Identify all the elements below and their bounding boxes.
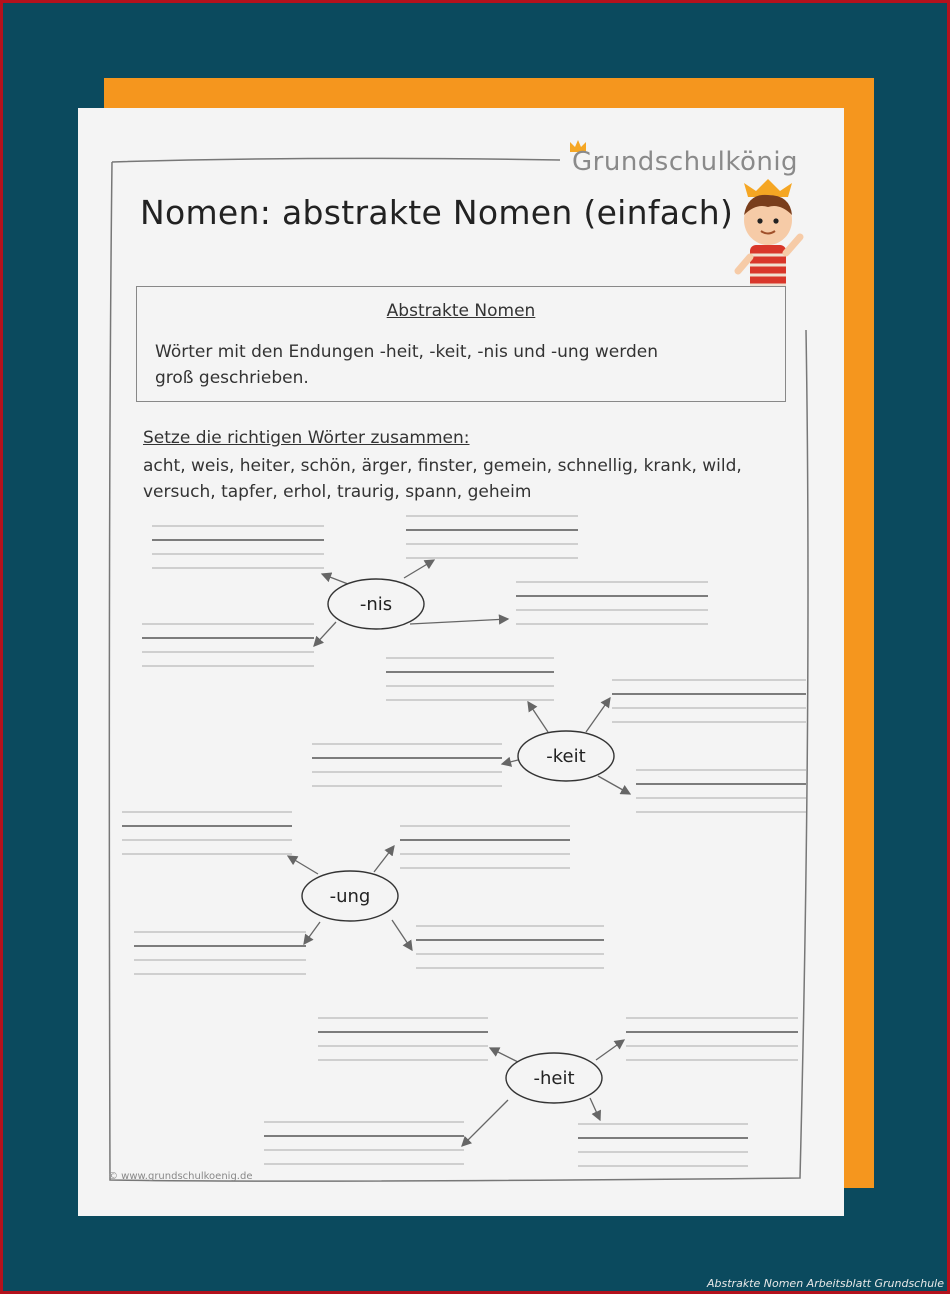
task-heading: Setze die richtigen Wörter zusammen:	[143, 428, 470, 448]
arrow-ung-4	[392, 920, 412, 950]
writing-lines-ung-3	[134, 932, 306, 974]
ending-label-heit: -heit	[533, 1068, 575, 1089]
arrow-nis-4	[314, 622, 336, 646]
writing-lines-heit-4	[578, 1124, 748, 1166]
arrow-keit-4	[598, 776, 630, 794]
writing-lines-nis-1	[152, 526, 324, 568]
rule-text-line-1: Wörter mit den Endungen -heit, -keit, -nis und -ung werden	[155, 342, 658, 362]
arrow-heit-2	[596, 1040, 624, 1060]
writing-lines-heit-2	[626, 1018, 798, 1060]
ending-label-keit: -keit	[546, 746, 586, 767]
ending-oval-heit	[506, 1053, 602, 1103]
ending-label-ung: -ung	[329, 886, 371, 907]
arrow-ung-3	[304, 922, 320, 944]
writing-lines-keit-3	[312, 744, 502, 786]
rule-heading: Abstrakte Nomen	[386, 301, 536, 321]
writing-lines-nis-3	[516, 582, 708, 624]
writing-lines-keit-2	[612, 680, 806, 722]
arrow-heit-1	[490, 1048, 518, 1062]
brand-logo: Grundschulkönig	[572, 147, 799, 177]
writing-lines-ung-1	[122, 812, 292, 854]
arrow-keit-3	[502, 760, 518, 764]
image-caption: Abstrakte Nomen Arbeitsblatt Grundschule	[707, 1277, 944, 1290]
ending-oval-ung	[302, 871, 398, 921]
ending-label-nis: -nis	[359, 594, 393, 615]
arrow-heit-4	[590, 1098, 600, 1120]
ending-oval-nis	[328, 579, 424, 629]
writing-lines-nis-4	[142, 624, 314, 666]
writing-lines-heit-1	[318, 1018, 488, 1060]
writing-lines-ung-2	[400, 826, 570, 868]
writing-lines-ung-4	[416, 926, 604, 968]
arrow-nis-1	[322, 574, 348, 584]
arrow-heit-3	[462, 1100, 508, 1146]
word-list-line-1: acht, weis, heiter, schön, ärger, finster, gemein, schnellig, krank, wild,	[143, 456, 742, 476]
writing-lines-keit-1	[386, 658, 554, 700]
writing-lines-keit-4	[636, 770, 806, 812]
arrow-ung-2	[374, 846, 394, 872]
writing-lines-nis-2	[406, 516, 578, 558]
word-list-line-2: versuch, tapfer, erhol, traurig, spann, geheim	[143, 482, 532, 502]
arrow-keit-2	[586, 698, 610, 732]
arrow-ung-1	[288, 856, 318, 874]
writing-lines-heit-3	[264, 1122, 464, 1164]
arrow-nis-2	[404, 560, 434, 578]
rule-text-line-2: groß geschrieben.	[155, 368, 309, 388]
copyright-notice: © www.grundschulkoenig.de	[108, 1171, 253, 1182]
arrow-nis-3	[410, 619, 508, 624]
ending-oval-keit	[518, 731, 614, 781]
worksheet-title: Nomen: abstrakte Nomen (einfach)	[140, 193, 734, 232]
arrow-keit-1	[528, 702, 548, 732]
